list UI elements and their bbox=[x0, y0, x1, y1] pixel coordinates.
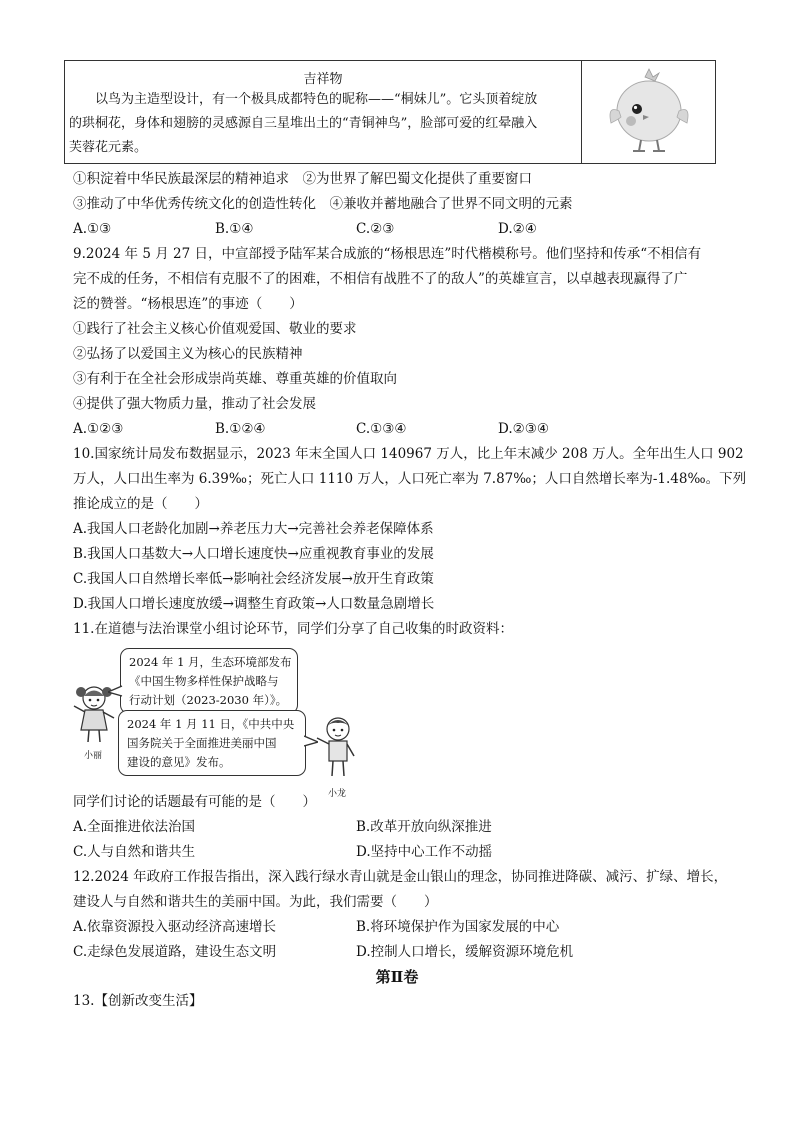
q9-stem-line: 泛的赞誉。“杨根思连”的事迹（ ） bbox=[73, 296, 303, 312]
q11-option-c[interactable]: C.人与自然和谐共生 bbox=[73, 844, 196, 860]
q12-stem-line: 建设人与自然和谐共生的美丽中国。为此，我们需要（ ） bbox=[73, 894, 438, 910]
q8-option-a[interactable]: A.①③ bbox=[73, 221, 112, 237]
q9-statement: ①践行了社会主义核心价值观爱国、敬业的要求 bbox=[73, 321, 357, 337]
section-title: 第Ⅱ卷 bbox=[375, 968, 419, 986]
q11-option-b[interactable]: B.改革开放向纵深推进 bbox=[356, 819, 492, 835]
speech-bubble-2 bbox=[118, 710, 306, 776]
q9-option-c[interactable]: C.①③④ bbox=[356, 421, 407, 437]
q8-option-b[interactable]: B.①④ bbox=[215, 221, 254, 237]
mascot-text-line: 的珙桐花，身体和翅膀的灵感源自三星堆出土的“青铜神鸟”，脸部可爱的红晕融入 bbox=[69, 116, 538, 131]
q9-stem-line: 9.2024 年 5 月 27 日，中宣部授予陆军某合成旅的“杨根思连”时代楷模称号。他们坚持和传承“不相信有 bbox=[73, 246, 702, 262]
q8-option-d[interactable]: D.②④ bbox=[498, 221, 537, 237]
q9-option-d[interactable]: D.②③④ bbox=[498, 421, 549, 437]
q9-statement: ④提供了强大物质力量，推动了社会发展 bbox=[73, 396, 316, 412]
q12-stem-line: 12.2024 年政府工作报告指出，深入践行绿水青山就是金山银山的理念，协同推进降碳、减污、扩绿、增长， bbox=[73, 869, 728, 885]
q9-statement: ③有利于在全社会形成崇尚英雄、尊重英雄的价值取向 bbox=[73, 371, 397, 387]
q11-option-d[interactable]: D.坚持中心工作不动摇 bbox=[356, 844, 493, 860]
table-divider bbox=[581, 61, 582, 163]
q8-statement: ③推动了中华优秀传统文化的创造性转化 ④兼收并蓄地融合了世界不同文明的元素 bbox=[73, 196, 573, 212]
mascot-text-line: 芙蓉花元素。 bbox=[69, 140, 148, 155]
q9-statement: ②弘扬了以爱国主义为核心的民族精神 bbox=[73, 346, 303, 362]
q12-option-a[interactable]: A.依靠资源投入驱动经济高速增长 bbox=[73, 919, 277, 935]
mascot-table bbox=[64, 60, 716, 164]
q12-option-c[interactable]: C.走绿色发展道路，建设生态文明 bbox=[73, 944, 277, 960]
q8-statement: ①积淀着中华民族最深层的精神追求 ②为世界了解巴蜀文化提供了重要窗口 bbox=[73, 171, 532, 187]
bubble1-line: 2024 年 1 月，生态环境部发布 bbox=[129, 655, 292, 669]
q11-stem: 11.在道德与法治课堂小组讨论环节，同学们分享了自己收集的时政资料： bbox=[73, 621, 513, 637]
q10-option-d[interactable]: D.我国人口增长速度放缓→调整生育政策→人口数量急剧增长 bbox=[73, 596, 435, 612]
boy-figure-icon bbox=[314, 714, 360, 784]
q12-option-d[interactable]: D.控制人口增长，缓解资源环境危机 bbox=[356, 944, 574, 960]
speech-bubble-1 bbox=[120, 648, 298, 714]
bubble2-line: 建设的意见》发布。 bbox=[127, 755, 231, 769]
q10-option-b[interactable]: B.我国人口基数大→人口增长速度快→应重视教育事业的发展 bbox=[73, 546, 434, 562]
q11-illustration bbox=[70, 642, 370, 797]
kid1-label: 小丽 bbox=[84, 751, 103, 761]
q10-stem-line: 10.国家统计局发布数据显示，2023 年末全国人口 140967 万人，比上年末减少 208 万人。全年出生人口 902 bbox=[73, 446, 744, 462]
mascot-title: 吉祥物 bbox=[303, 72, 343, 87]
q9-stem-line: 完不成的任务，不相信有克服不了的困难，不相信有战胜不了的敌人”的英雄宣言，以卓越表现赢得了广 bbox=[73, 271, 688, 287]
q10-option-c[interactable]: C.我国人口自然增长率低→影响社会经济发展→放开生育政策 bbox=[73, 571, 434, 587]
mascot-bird-image bbox=[589, 67, 709, 157]
q9-option-b[interactable]: B.①②④ bbox=[215, 421, 266, 437]
q10-option-a[interactable]: A.我国人口老龄化加剧→养老压力大→完善社会养老保障体系 bbox=[73, 521, 434, 537]
mascot-description bbox=[69, 88, 574, 160]
kid2-label: 小龙 bbox=[328, 789, 347, 799]
bubble1-line: 行动计划（2023-2030 年）》。 bbox=[129, 693, 288, 707]
q8-option-c[interactable]: C.②③ bbox=[356, 221, 395, 237]
q10-stem-line: 万人，人口出生率为 6.39‰；死亡人口 1110 万人，人口死亡率为 7.87‰；人口自然增长率为-1.48‰。下列 bbox=[73, 471, 747, 487]
bubble1-line: 《中国生物多样性保护战略与 bbox=[129, 674, 279, 688]
q12-option-b[interactable]: B.将环境保护作为国家发展的中心 bbox=[356, 919, 560, 935]
q10-stem-line: 推论成立的是（ ） bbox=[73, 496, 208, 512]
bubble2-line: 国务院关于全面推进美丽中国 bbox=[127, 736, 277, 750]
q11-option-a[interactable]: A.全面推进依法治国 bbox=[73, 819, 196, 835]
q13-heading: 13.【创新改变生活】 bbox=[73, 993, 203, 1009]
q9-option-a[interactable]: A.①②③ bbox=[73, 421, 124, 437]
mascot-text-line: 以鸟为主造型设计，有一个极具成都特色的昵称——“桐妹儿”。它头顶着绽放 bbox=[69, 92, 538, 107]
bubble-tail-icon bbox=[108, 684, 124, 698]
bubble2-line: 2024 年 1 月 11 日，《中共中央 bbox=[127, 717, 295, 731]
q11-question: 同学们讨论的话题最有可能的是（ ） bbox=[73, 794, 316, 810]
